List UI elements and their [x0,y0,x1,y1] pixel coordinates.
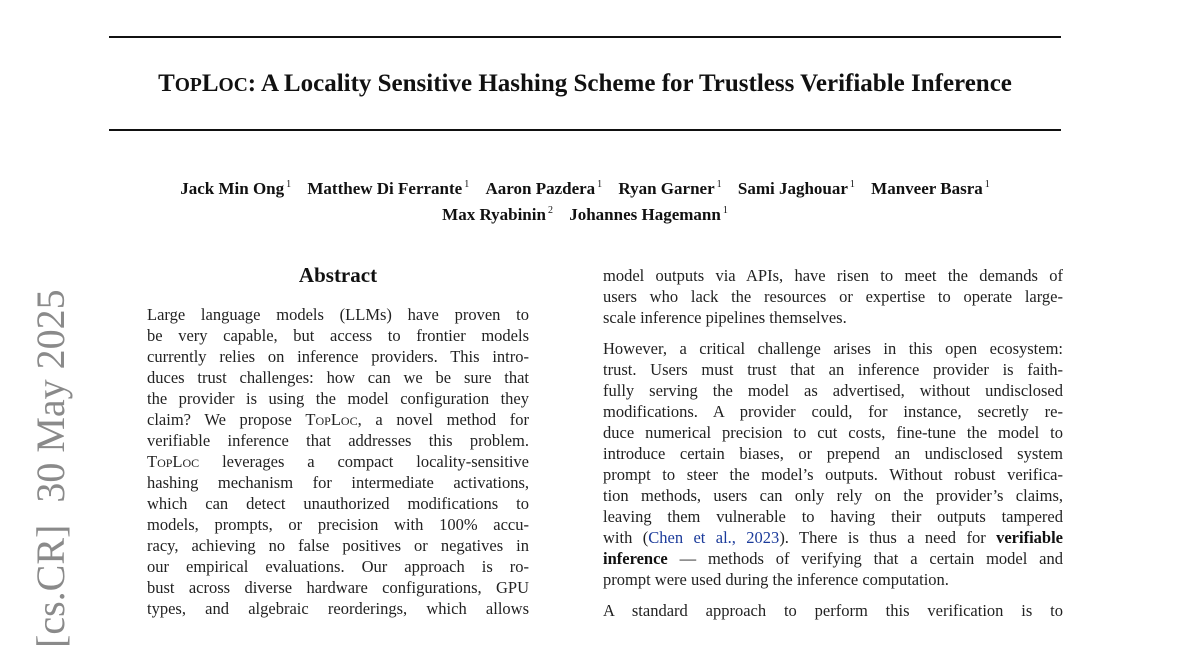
emphasis-term: verifiable [996,528,1063,547]
abstract-line: duces trust challenges: how can we be sure that [147,368,529,387]
abstract-line: hashing mechanism for intermediate activations, [147,473,529,492]
affiliation-mark: 1 [716,179,722,190]
abstract-line: verifiable inference that addresses this problem. [147,431,529,450]
abstract-line: Large language models (LLMs) have proven to [147,305,529,324]
body-line: However, a critical challenge arises in this open ecosystem: [603,339,1063,358]
title-rule-top [109,36,1061,38]
emphasis-term: inference [603,549,668,568]
title-rule-bottom [109,129,1061,131]
body-line: model outputs via APIs, have risen to meet the demands of [603,266,1063,285]
method-name: TopLoc [305,410,358,429]
affiliation-mark: 1 [984,179,990,190]
affiliation-mark: 1 [464,179,470,190]
body-line: modifications. A provider could, for instance, secretly re- [603,402,1063,421]
body-line: trust. Users must trust that an inference provider is faith- [603,360,1063,379]
title-rest: : A Locality Sensitive Hashing Scheme for Trustless Verifiable Inference [247,70,1012,97]
body-line: fully serving the model as advertised, without undisclosed [603,381,1063,400]
affiliation-mark: 1 [597,179,603,190]
affiliation-mark: 1 [722,205,728,216]
author-line-1 [109,174,1061,200]
author: Jack Min Ong $^1$ [180,179,292,198]
author: Manveer Basra $^1$ [871,179,990,198]
body-line: duce numerical precision to cut costs, fine-tune the model to [603,423,1063,442]
body-line: scale inference pipelines themselves. [603,308,847,327]
abstract-line: models, prompts, or precision with 100% accu- [147,515,529,534]
abstract-line: the provider is using the model configuration they [147,389,529,408]
intro-paragraph-1 [603,265,1063,328]
abstract-line: TopLoc leverages a compact locality-sensitive [147,452,529,471]
intro-paragraph-2 [603,338,1063,590]
author: Matthew Di Ferrante $^1$ [307,179,470,198]
arxiv-date: 30 May 2025 [28,289,73,503]
abstract-line: claim? We propose TopLoc, a novel method for [147,410,529,429]
body-line: users who lack the resources or expertise to operate large- [603,287,1063,306]
abstract-line: be very capable, but access to frontier models [147,326,529,345]
method-name: TopLoc [147,452,200,471]
intro-paragraph-3 [603,600,1063,621]
body-line: A standard approach to perform this verification is to [603,601,1063,620]
citation-link[interactable]: Chen et al., 2023 [648,528,780,547]
body-line: inference — methods of verifying that a certain model and [603,549,1063,568]
author-list [109,174,1061,226]
arxiv-stamp [26,267,76,648]
abstract-line: racy, achieving no false positives or negatives in [147,536,529,555]
abstract-body [147,304,529,619]
abstract-heading: Abstract [298,263,378,287]
author: Ryan Garner $^1$ [618,179,722,198]
body-line: leaving them vulnerable to having their outputs tampered [603,507,1063,526]
abstract-line: our empirical evaluations. Our approach is ro- [147,557,529,576]
author-line-2 [109,200,1061,226]
affiliation-mark: 1 [286,179,292,190]
author: Aaron Pazdera $^1$ [485,179,603,198]
body-line: prompt to steer the model’s outputs. Without robust verifica- [603,465,1063,484]
body-line: tion methods, users can only rely on the provider’s claims, [603,486,1063,505]
affiliation-mark: 1 [849,179,855,190]
intro-column [603,265,1063,621]
title-toploc: TOPLOC [158,70,248,97]
author: Sami Jaghouar $^1$ [737,179,855,198]
arxiv-category: [cs.CR] [28,524,73,648]
abstract-line: currently relies on inference providers. This intro- [147,347,529,366]
body-line: with (Chen et al., 2023). There is thus a need for verifiable [603,528,1063,547]
author: Max Ryabinin $^2$ [442,205,553,224]
paper-title [109,68,1061,102]
affiliation-mark: 2 [547,205,553,216]
body-line: introduce certain biases, or prepend an undisclosed system [603,444,1063,463]
abstract-line: which can detect unauthorized modifications to [147,494,529,513]
body-line: prompt were used during the inference computation. [603,570,949,589]
abstract-line: bust across diverse hardware configurations, GPU [147,578,529,597]
abstract-line: types, and algebraic reorderings, which allows [147,599,529,618]
author: Johannes Hagemann $^1$ [569,205,728,224]
